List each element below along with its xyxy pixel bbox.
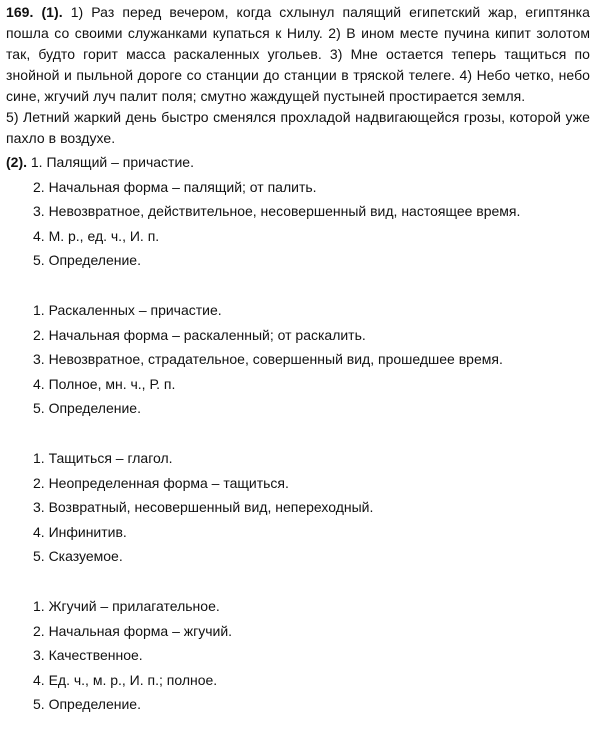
analysis-item: 5. Сказуемое.: [33, 548, 123, 565]
analysis-item: 4. М. р., ед. ч., И. п.: [33, 227, 160, 244]
exercise-text: [6, 2, 590, 149]
analysis-item: 5. Определение.: [33, 696, 141, 713]
analysis-item: 4. Полное, мн. ч., Р. п.: [33, 375, 176, 392]
part-2-section: [6, 150, 590, 273]
analysis-group-1: [6, 150, 590, 273]
analysis-item: 2. Неопределенная форма – тащиться.: [33, 474, 289, 491]
sentences-1-4: 1) Раз перед вечером, когда схлынул палящий египетский жар, египтянка пошла со своими служанками купаться к Нилу. 2) В ином месте пучина кипит золотом так, будто горит масса раскаленных угольев. 3) Мне остается теперь тащиться по знойной и пыльной дороге со станции до станции в тряской телеге. 4) Небо четко, небо сине, жгучий луч палит поля; смутно жаждущей пустыней простирается земля.: [6, 4, 590, 104]
part-2-label: (2).: [6, 154, 27, 170]
analysis-group-2: [6, 298, 590, 421]
analysis-item: 5. Определение.: [33, 252, 141, 269]
analysis-group-3: [6, 446, 590, 569]
analysis-item: 1. Раскаленных – причастие.: [33, 301, 222, 318]
analysis-item: 3. Качественное.: [33, 647, 143, 664]
part-1-label: (1).: [41, 4, 63, 20]
exercise-number: 169.: [6, 4, 34, 20]
analysis-item: 2. Начальная форма – раскаленный; от раскалить.: [33, 326, 366, 343]
analysis-item: (2). 1. Палящий – причастие.: [6, 154, 194, 170]
analysis-item: 3. Невозвратное, действительное, несовершенный вид, настоящее время.: [33, 203, 521, 220]
exercise-paragraph-1: [6, 2, 590, 107]
analysis-item: 3. Невозвратное, страдательное, совершенный вид, прошедшее время.: [33, 351, 503, 368]
analysis-item: 1. Жгучий – прилагательное.: [33, 597, 220, 614]
exercise-paragraph-2: 5) Летний жаркий день быстро сменялся прохладой надвигающейся грозы, которой уже пахло в воздухе.: [6, 109, 590, 146]
analysis-item: 2. Начальная форма – жгучий.: [33, 622, 233, 639]
analysis-item: 3. Возвратный, несовершенный вид, непереходный.: [33, 499, 374, 516]
analysis-item: 5. Определение.: [33, 400, 141, 417]
analysis-item: 1. Тащиться – глагол.: [33, 449, 173, 466]
analysis-item: 4. Ед. ч., м. р., И. п.; полное.: [33, 671, 218, 688]
analysis-item: 2. Начальная форма – палящий; от палить.: [33, 178, 317, 195]
analysis-item: 4. Инфинитив.: [33, 523, 127, 540]
analysis-group-4: [6, 594, 590, 717]
